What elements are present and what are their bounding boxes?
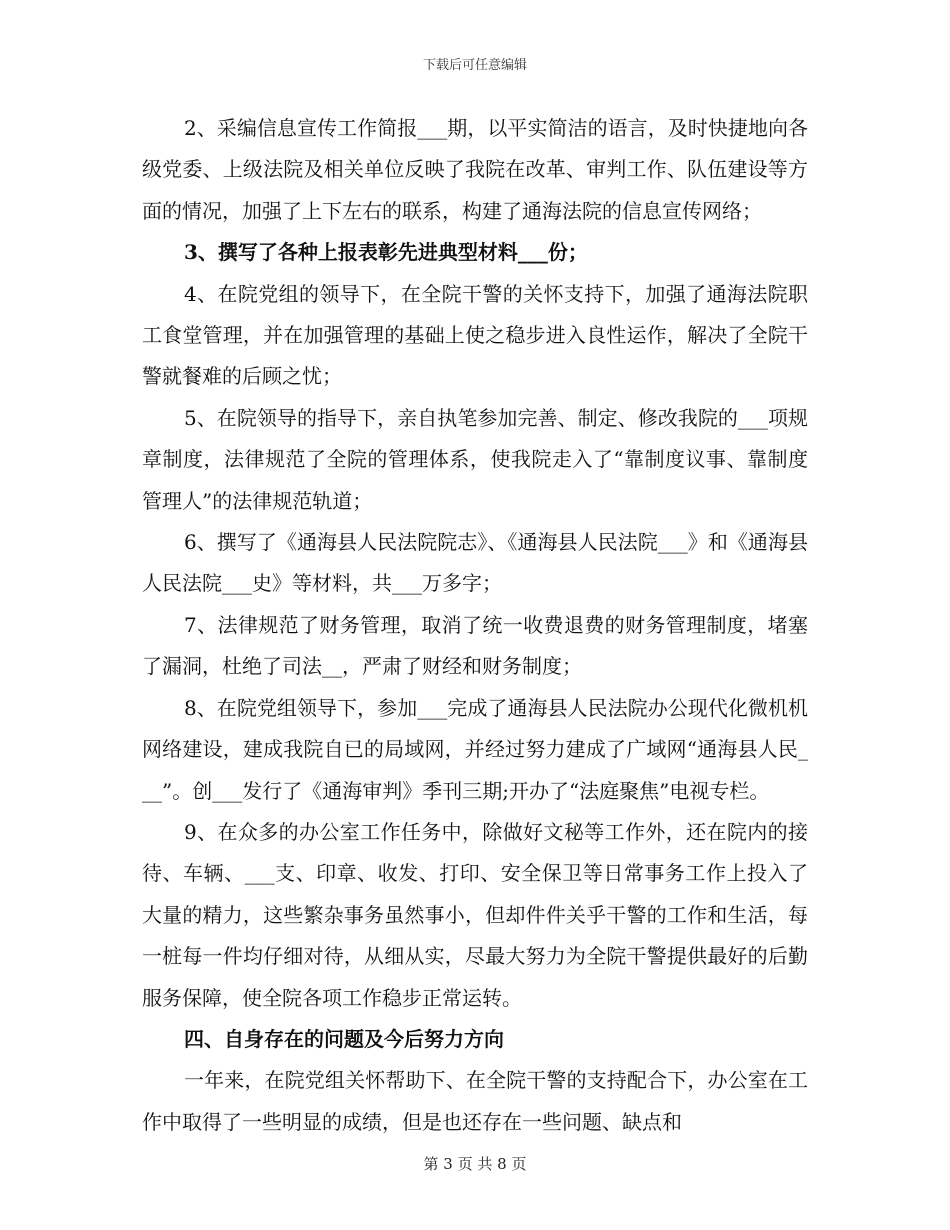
paragraph-item-9: 9、在众多的办公室工作任务中，除做好文秘等工作外，还在院内的接待、车辆、___支、印章、收发、打印、安全保卫等日常事务工作上投入了大量的精力，这些繁杂事务虽然事小，但却件件关乎干警的工作和生活，每一桩每一件均仔细对待，从细从实，尽最大努力为全院干警提供最好的后勤服务保障，使全院各项工作稳步正常运转。 bbox=[142, 819, 808, 1010]
paragraph-item-4: 4、在院党组的领导下，在全院干警的关怀支持下，加强了通海法院职工食堂管理，并在加强管理的基础上使之稳步进入良性运作，解决了全院干警就餐难的后顾之忧； bbox=[142, 281, 808, 389]
paragraph-item-7: 7、法律规范了财务管理，取消了统一收费退费的财务管理制度，堵塞了漏洞，杜绝了司法__，严肃了财经和财务制度； bbox=[142, 612, 808, 679]
page-header: 下载后可任意编辑 bbox=[422, 58, 527, 73]
paragraph-item-3: 3、撰写了各种上报表彰先进典型材料___份； bbox=[184, 240, 588, 265]
paragraph-item-2: 2、采编信息宣传工作简报___期，以平实简洁的语言，及时快捷地向各级党委、上级法院及相关单位反映了我院在改革、审判工作、队伍建设等方面的情况，加强了上下左右的联系，构建了通海法院的信息宣传网络； bbox=[142, 116, 808, 223]
section-heading-4: 四、自身存在的问题及今后努力方向 bbox=[184, 1026, 504, 1051]
paragraph-summary: 一年来，在院党组关怀帮助下、在全院干警的支持配合下，办公室在工作中取得了一些明显的成绩，但是也还存在一些问题、缺点和 bbox=[142, 1068, 808, 1134]
paragraph-item-5: 5、在院领导的指导下，亲自执笔参加完善、制定、修改我院的___项规章制度，法律规范了全院的管理体系，使我院走入了“靠制度议事、靠制度管理人”的法律规范轨道； bbox=[142, 405, 808, 513]
paragraph-item-8: 8、在院党组领导下，参加___完成了通海县人民法院办公现代化微机机网络建设，建成我院自已的局域网，并经过努力建成了广域网“通海县人民___”。创___发行了《通海审判》季刊三期;开办了“法庭聚焦”电视专栏。 bbox=[142, 695, 808, 803]
document-body bbox=[142, 108, 808, 1143]
paragraph-item-6: 6、撰写了《通海县人民法院院志》、《通海县人民法院___》和《通海县人民法院___史》等材料，共___万多字； bbox=[142, 530, 808, 596]
page-footer: 第 3 页 共 8 页 bbox=[423, 1155, 527, 1173]
